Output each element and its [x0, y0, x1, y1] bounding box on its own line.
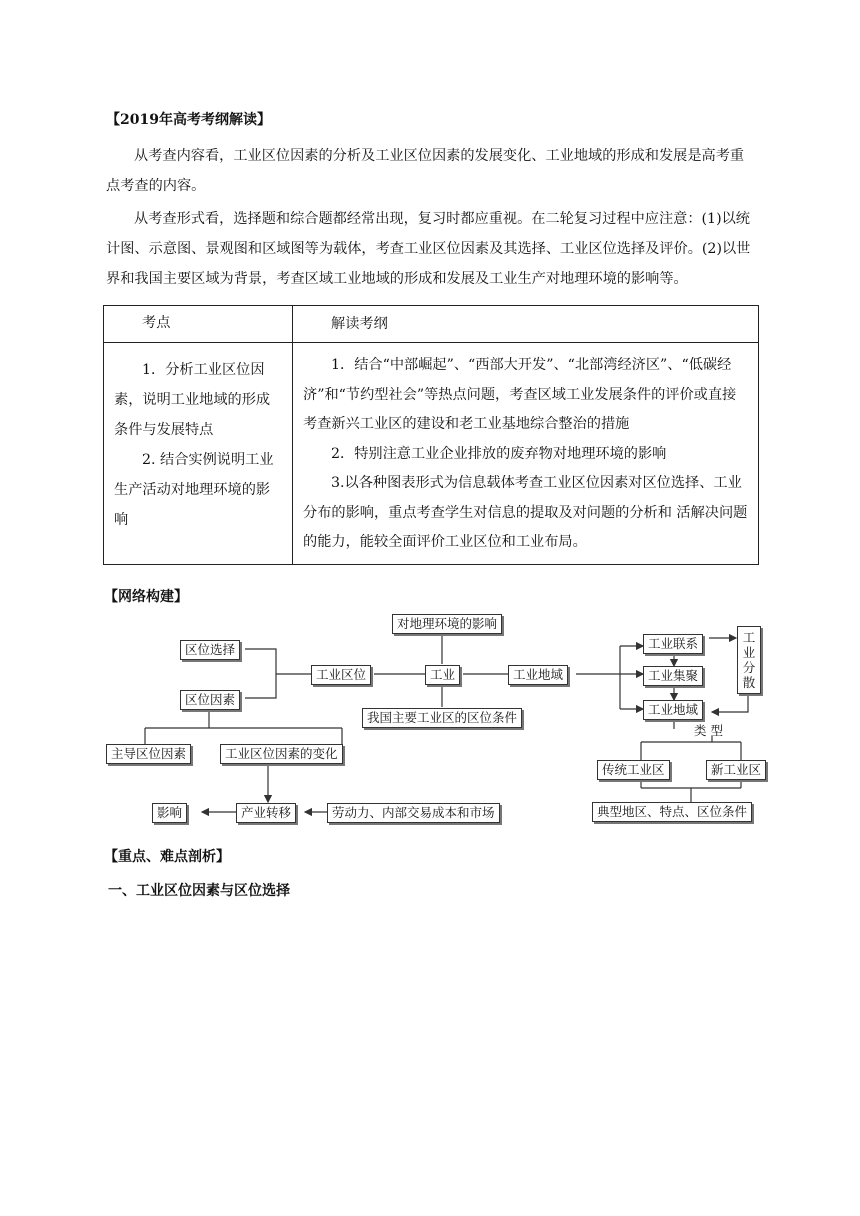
analysis-heading: 【重点、难点剖析】	[104, 849, 230, 865]
table-row	[104, 343, 759, 565]
ind-region2-box: 工业地域	[643, 700, 703, 720]
location-choice-box: 区位选择	[180, 640, 240, 660]
new-region-box: 新工业区	[706, 760, 766, 780]
industry-box: 工业	[425, 665, 460, 685]
industrial-location-box: 工业区位	[311, 665, 371, 685]
ind-cluster-box: 工业集聚	[643, 666, 703, 686]
jiedu-3: 3.以各种图表形式为信息载体考查工业区位因素对区位选择、工业分布的影响，重点考查学生对信息的提取及对问题的分析和 活解决问题的能力，能较全面评价工业区位和工业布局。	[303, 475, 748, 550]
factor-changes-box: 工业区位因素的变化	[220, 744, 343, 764]
section-one-heading: 一、工业区位因素与区位选择	[108, 883, 290, 899]
impact-env-box: 对地理环境的影响	[392, 614, 502, 634]
traditional-box: 传统工业区	[597, 760, 670, 780]
jiedu-cell	[293, 343, 759, 565]
kaodian-1: 1．分析工业区位因素，说明工业地域的形成条件与发展特点	[114, 362, 271, 438]
network-heading: 【网络构建】	[104, 589, 188, 605]
location-factors-box: 区位因素	[180, 690, 240, 710]
industrial-region-box: 工业地域	[508, 665, 568, 685]
table-header-row	[104, 306, 759, 343]
header-kaodian: 考点	[104, 306, 293, 343]
types-label: 类 型	[694, 723, 723, 738]
dominant-factors-box: 主导区位因素	[106, 744, 191, 764]
impact-box: 影响	[152, 803, 187, 823]
labor-box: 劳动力、内部交易成本和市场	[327, 803, 500, 823]
kaodian-2: 2. 结合实例说明工业生产活动对地理环境的影响	[114, 452, 274, 528]
ind-disperse-box: 工业分散	[737, 626, 761, 694]
header-jiedu: 解读考纲	[293, 306, 759, 343]
jiedu-2: 2．特别注意工业企业排放的废弃物对地理环境的影响	[331, 445, 667, 462]
jiedu-1: 1．结合“中部崛起”、“西部大开发”、“北部湾经济区”、“低碳经济”和“节约型社会”等热点问题，考查区域工业发展条件的评价或直接考查新兴工业区的建设和老工业基地综合整治的措施	[303, 357, 737, 432]
paragraph-form: 从考查形式看，选择题和综合题都经常出现，复习时都应重视。在二轮复习过程中应注意：(1)以统计图、示意图、景观图和区域图等为载体，考查工业区位因素及其选择、工业区位选择及评价。(2)以世界和我国主要区域为背景，考查区域工业地域的形成和发展及工业生产对地理环境的影响等。	[106, 211, 751, 287]
concept-map	[100, 608, 788, 834]
china-regions-box: 我国主要工业区的区位条件	[362, 708, 522, 728]
typical-box: 典型地区、特点、区位条件	[592, 802, 752, 822]
industry-transfer-box: 产业转移	[236, 803, 296, 823]
outline-heading: 【2019年高考考纲解读】	[106, 112, 271, 128]
paragraph-content: 从考查内容看，工业区位因素的分析及工业区位因素的发展变化、工业地域的形成和发展是高考重点考查的内容。	[106, 148, 745, 194]
kaodian-cell	[104, 343, 293, 565]
ind-link-box: 工业联系	[643, 634, 703, 654]
outline-table	[103, 305, 759, 565]
